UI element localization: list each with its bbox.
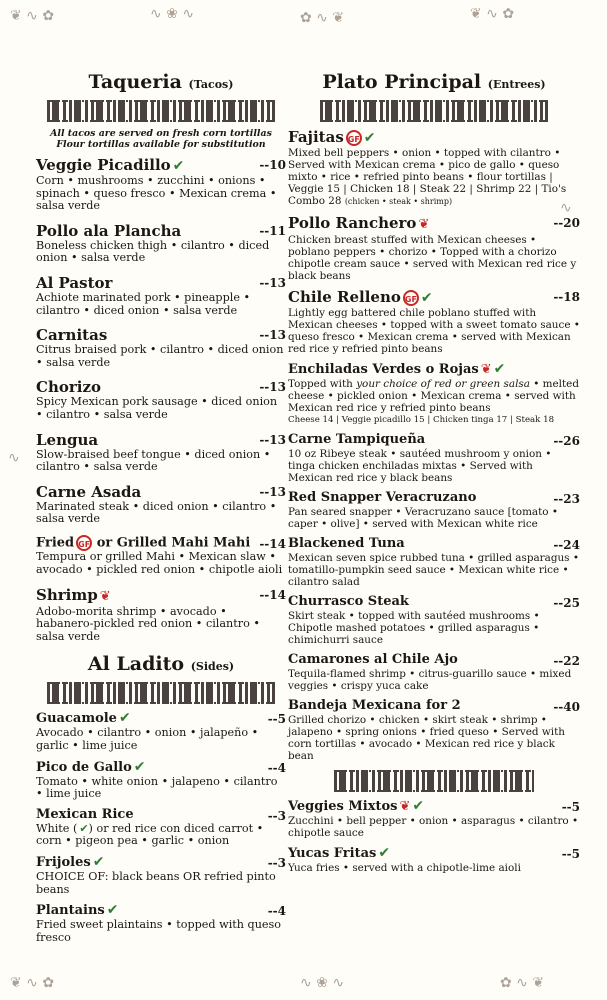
menu-item: Carne Tampiqueña --26 10 oz Ribeye steak • sautéed mushroom y onion • tinga chicken enchiladas mixtas • Served with Mexican red rice y black beans (288, 432, 580, 484)
menu-item: Plantains ✔ --4 Fried sweet plaintains • topped with queso fresco (36, 902, 286, 944)
al-ladito-heading: Al Ladito (Sides) (87, 653, 235, 676)
aztec-pattern-divider (47, 682, 275, 704)
doodle: ✿ ∿ ❦ (500, 975, 545, 991)
chili-pepper-icon: ❦ (418, 217, 430, 232)
menu-item: Pico de Gallo ✔ --4 Tomato • white onion • jalapeno • cilantro • lime juice (36, 758, 286, 801)
menu-item: Al Pastor --13 Achiote marinated pork • pineapple • cilantro • diced onion • salsa verde (36, 273, 286, 317)
menu-item: Chorizo --13 Spicy Mexican pork sausage • diced onion • cilantro • salsa verde (36, 378, 286, 421)
doodle: ∿ (560, 200, 572, 216)
leaf-icon: ✔ (133, 758, 146, 775)
gluten-free-icon: GF (346, 130, 362, 146)
leaf-icon: ✔ (420, 290, 433, 306)
left-column (36, 70, 286, 950)
taqueria-heading: Taqueria (Tacos) (88, 71, 234, 93)
taqueria-note: All tacos are served on fresh corn tortillas Flour tortillas available for substitution (50, 128, 272, 150)
aztec-pattern-divider (334, 770, 534, 792)
chili-pepper-icon: ❦ (99, 588, 111, 604)
menu-item: Chile Relleno GF ✔ --18 Lightly egg battered chile poblano stuffed with Mexican cheeses • topped with a sweet tomato sauce • queso fresco • Mexican crema • served with Mexican red rice y refried pinto beans (288, 288, 580, 355)
aztec-pattern-divider (47, 100, 275, 122)
doodle: ∿ (8, 450, 20, 466)
doodle: ✿ ∿ ❦ (300, 10, 345, 26)
leaf-icon: ✔ (363, 130, 376, 146)
gluten-free-icon: GF (403, 290, 419, 306)
leaf-icon: ✔ (92, 853, 105, 870)
menu-item: Fried GF or Grilled Mahi Mahi --14 Tempura or grilled Mahi • Mexican slaw • avocado • pickled red onion • chipotle aioli (36, 535, 286, 576)
menu-item: Shrimp ❦ --14 Adobo-morita shrimp • avocado • habanero-pickled red onion • cilantro • salsa verde (36, 585, 286, 643)
doodle: ∿ ❀ ∿ (150, 6, 195, 22)
leaf-icon: ✔ (412, 798, 425, 814)
chili-pepper-icon: ❦ (480, 362, 492, 377)
leaf-icon: ✔ (378, 845, 391, 861)
menu-item: Frijoles ✔ --3 CHOICE OF: black beans OR refried pinto beans (36, 853, 286, 896)
menu-item: Pollo Ranchero ❦ --20 Chicken breast stuffed with Mexican cheeses • poblano peppers • chorizo • Topped with a chorizo chipotle cream sauce • served with Mexican red rice y black beans (288, 214, 580, 282)
doodle: ❦ ∿ ✿ (10, 975, 55, 991)
menu-item: Lengua --13 Slow-braised beef tongue • diced onion • cilantro • salsa verde (36, 430, 286, 474)
doodle: ❦ ∿ ✿ (10, 8, 55, 24)
menu-item: Carne Asada --13 Marinated steak • diced onion • cilantro • salsa verde (36, 482, 286, 526)
leaf-icon: ✔ (172, 158, 185, 174)
menu-item: Guacamole ✔ --5 Avocado • cilantro • onion • jalapeño • garlic • lime juice (36, 710, 286, 752)
menu-item: Churrasco Steak --25 Skirt steak • topped with sautéed mushrooms • Chipotle mashed potatoes • grilled asparagus • chimichurri sauce (288, 594, 580, 646)
menu-item: Fajitas GF ✔ Mixed bell peppers • onion • topped with cilantro • Served with Mexican crema • pico de gallo • queso mixto • rice • refried pinto beans • flour tortillas | Veggie 15 | Chicken 18 | Steak 22 | Shrimp 22 | Tio's Combo 28 (chicken • steak • shrimp) (288, 128, 567, 207)
menu-item: Red Snapper Veracruzano --23 Pan seared snapper • Veracruzano sauce [tomato • caper • olive] • served with Mexican white rice (288, 490, 580, 530)
menu-item: Blackened Tuna --24 Mexican seven spice rubbed tuna • grilled asparagus • tomatillo-pumpkin seed sauce • Mexican white rice • cilantro salad (288, 536, 580, 588)
doodle: ∿ ❀ ∿ (300, 975, 345, 991)
menu-item: Bandeja Mexicana for 2 --40 Grilled chorizo • chicken • skirt steak • shrimp • jalapeno • spring onions • fried queso • Served with corn tortillas • avocado • Mexican red rice y black bean (288, 698, 580, 762)
gluten-free-icon: GF (76, 535, 92, 551)
doodle: ❦ ∿ ✿ (470, 6, 515, 22)
right-column (288, 70, 580, 880)
leaf-icon: ✔ (118, 710, 131, 727)
menu-item: Enchiladas Verdes o Rojas ❦ ✔ Topped with your choice of red or green salsa • melted cheese • pickled onion • Mexican crema • served with Mexican red rice y refried pinto beans Cheese 14 | Veggie picadillo 15 | Chicken tinga 17 | Steak 18 (288, 361, 579, 425)
menu-item: Mexican Rice --3 White ( ✔) or red rice con diced carrot • corn • pigeon pea • garlic • onion (36, 806, 286, 848)
aztec-pattern-divider (320, 100, 548, 122)
menu-item: Pollo ala Plancha --11 Boneless chicken thigh • cilantro • diced onion • salsa verde (36, 221, 286, 265)
leaf-icon: ✔ (493, 361, 506, 377)
menu-item: Carnitas --13 Citrus braised pork • cilantro • diced onion • salsa verde (36, 326, 286, 369)
chili-pepper-icon: ❦ (399, 799, 411, 814)
menu-item: Veggies Mixtos ❦ ✔ --5 Zucchini • bell pepper • onion • asparagus • cilantro • chipotle sauce (288, 798, 580, 839)
leaf-icon: ✔ (106, 902, 119, 919)
plato-principal-heading: Plato Principal (Entrees) (322, 71, 546, 93)
menu-item: Veggie Picadillo ✔ --10 Corn • mushrooms • zucchini • onions • spinach • queso fresco • Mexican crema • salsa verde (36, 156, 286, 213)
menu-item: Yucas Fritas ✔ --5 Yuca fries • served with a chipotle-lime aioli (288, 845, 580, 874)
leaf-icon: ✔ (79, 821, 89, 835)
menu-item: Camarones al Chile Ajo --22 Tequila-flamed shrimp • citrus-guarillo sauce • mixed veggies • crispy yuca cake (288, 652, 580, 692)
